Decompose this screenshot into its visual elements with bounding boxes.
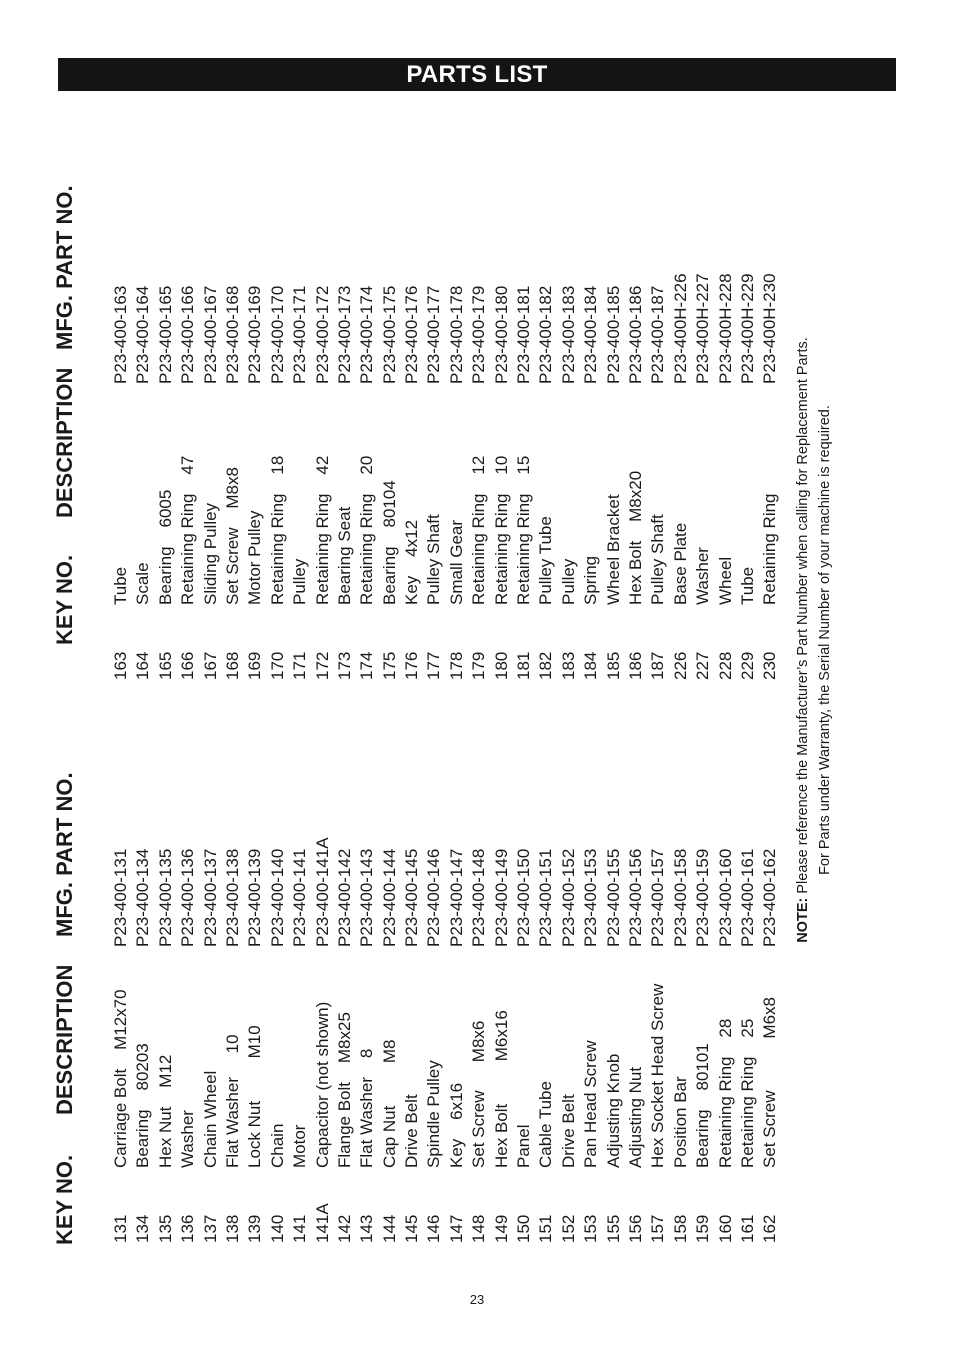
table-row	[379, 704, 401, 1243]
mfg-part-no-cell: P23-400-179	[469, 285, 489, 384]
key-no-cell: 180	[491, 651, 511, 680]
key-no-cell: 184	[581, 651, 601, 680]
mfg-part-no-cell: P23-400-166	[178, 285, 198, 384]
mfg-part-no-cell: P23-400-168	[222, 285, 242, 384]
description-cell: Retaining Ring 20	[357, 455, 377, 605]
mfg-part-no-cell: P23-400-148	[469, 848, 489, 947]
key-no-cell: 159	[693, 1214, 713, 1243]
table-row	[423, 141, 445, 680]
description-cell: Pulley	[558, 558, 578, 605]
description-cell: Pulley	[290, 558, 310, 605]
table-row	[177, 141, 199, 680]
key-no-cell: 175	[379, 651, 399, 680]
mfg-part-no-cell: P23-400-162	[760, 848, 780, 947]
table-row	[513, 141, 535, 680]
table-row	[200, 704, 222, 1243]
description-cell: Drive Belt	[558, 1094, 578, 1168]
description-cell: Key 6x16	[446, 1082, 466, 1168]
key-no-cell: 177	[424, 651, 444, 680]
table-row	[468, 141, 490, 680]
table-row	[715, 141, 737, 680]
mfg-part-no-cell: P23-400-181	[514, 285, 534, 384]
table-row	[580, 704, 602, 1243]
key-no-cell: 170	[267, 651, 287, 680]
description-cell: Bearing 80104	[379, 480, 399, 605]
key-no-cell: 179	[469, 651, 489, 680]
mfg-part-no-cell: P23-400-172	[312, 285, 332, 384]
table-row	[244, 141, 266, 680]
description-cell: Set Screw M6x8	[760, 997, 780, 1168]
key-no-cell: 161	[737, 1214, 757, 1243]
mfg-part-no-cell: P23-400-165	[155, 285, 175, 384]
key-no-cell: 171	[290, 651, 310, 680]
key-no-cell: 138	[222, 1214, 242, 1243]
mfg-part-no-cell: P23-400-140	[267, 848, 287, 947]
description-cell: Cap Nut M8	[379, 1039, 399, 1168]
table-row	[244, 704, 266, 1243]
key-no-cell: 162	[760, 1214, 780, 1243]
description-cell: Retaining Ring	[760, 493, 780, 605]
mfg-part-no-cell: P23-400-145	[402, 848, 422, 947]
mfg-part-no-cell: P23-400-137	[200, 848, 220, 947]
key-no-cell: 146	[424, 1214, 444, 1243]
header-mfg-part-no-right: MFG. PART NO.	[52, 185, 77, 350]
key-no-cell: 182	[536, 651, 556, 680]
table-row	[647, 141, 669, 680]
mfg-part-no-cell: P23-400-160	[715, 848, 735, 947]
note-label: NOTE:	[795, 897, 811, 943]
table-row	[603, 704, 625, 1243]
mfg-part-no-cell: P23-400-149	[491, 848, 511, 947]
table-row	[312, 141, 334, 680]
mfg-part-no-cell: P23-400-151	[536, 848, 556, 947]
mfg-part-no-cell: P23-400-164	[133, 285, 153, 384]
key-no-cell: 155	[603, 1214, 623, 1243]
table-row	[401, 141, 423, 680]
key-no-cell: 131	[111, 1214, 130, 1243]
description-cell: Retaining Ring 15	[514, 455, 534, 605]
mfg-part-no-cell: P23-400-157	[648, 848, 668, 947]
table-row	[446, 141, 468, 680]
table-row	[379, 141, 401, 680]
table-row	[670, 704, 692, 1243]
key-no-cell: 176	[402, 651, 422, 680]
key-no-cell: 149	[491, 1214, 511, 1243]
description-cell: Retaining Ring 47	[178, 455, 198, 605]
key-no-cell: 145	[402, 1214, 422, 1243]
mfg-part-no-cell: P23-400-170	[267, 285, 287, 384]
key-no-cell: 164	[133, 651, 153, 680]
description-cell: Washer	[693, 547, 713, 605]
description-cell: Drive Belt	[402, 1094, 422, 1168]
description-cell: Chain	[267, 1123, 287, 1168]
description-cell: Hex Bolt M8x20	[625, 470, 645, 605]
mfg-part-no-cell: P23-400-147	[446, 848, 466, 947]
description-cell: Flat Washer 8	[357, 1048, 377, 1168]
key-no-cell: 165	[155, 651, 175, 680]
table-row	[356, 141, 378, 680]
description-cell: Spindle Pulley	[424, 1060, 444, 1168]
table-row	[267, 141, 289, 680]
mfg-part-no-cell: P23-400-143	[357, 848, 377, 947]
key-no-cell: 169	[245, 651, 265, 680]
key-no-cell: 172	[312, 651, 332, 680]
header-mfg-part-no-left: MFG. PART NO.	[52, 772, 77, 937]
header-description-left: DESCRIPTION	[52, 964, 77, 1115]
header-description-right: DESCRIPTION	[52, 367, 77, 518]
mfg-part-no-cell: P23-400-150	[514, 848, 534, 947]
description-cell: Panel	[514, 1124, 534, 1168]
table-row	[535, 141, 557, 680]
table-row	[491, 704, 513, 1243]
mfg-part-no-cell: P23-400-187	[648, 285, 668, 384]
table-row	[558, 141, 580, 680]
key-no-cell: 157	[648, 1214, 668, 1243]
mfg-part-no-cell: P23-400-161	[737, 848, 757, 947]
description-cell: Base Plate	[670, 522, 690, 605]
table-row	[580, 141, 602, 680]
parts-column-left	[110, 704, 782, 1243]
key-no-cell: 186	[625, 651, 645, 680]
mfg-part-no-cell: P23-400-175	[379, 285, 399, 384]
description-cell: Bearing 80203	[133, 1043, 153, 1168]
mfg-part-no-cell: P23-400H-230	[760, 273, 780, 384]
table-row	[267, 704, 289, 1243]
description-cell: Scale	[133, 562, 153, 605]
mfg-part-no-cell: P23-400-180	[491, 285, 511, 384]
mfg-part-no-cell: P23-400-141	[290, 848, 310, 947]
key-no-cell: 144	[379, 1214, 399, 1243]
mfg-part-no-cell: P23-400-153	[581, 848, 601, 947]
mfg-part-no-cell: P23-400-131	[111, 848, 130, 947]
mfg-part-no-cell: P23-400-167	[200, 285, 220, 384]
description-cell: Hex Bolt M6x16	[491, 1010, 511, 1168]
mfg-part-no-cell: P23-400H-228	[715, 273, 735, 384]
table-row	[423, 704, 445, 1243]
key-no-cell: 147	[446, 1214, 466, 1243]
description-cell: Motor	[290, 1124, 310, 1168]
mfg-part-no-cell: P23-400-176	[402, 285, 422, 384]
table-row	[468, 704, 490, 1243]
description-cell: Hex Nut M12	[155, 1054, 175, 1168]
description-cell: Adjusting Knob	[603, 1053, 623, 1168]
key-no-cell: 152	[558, 1214, 578, 1243]
table-row	[603, 141, 625, 680]
table-row	[513, 704, 535, 1243]
table-row	[334, 704, 356, 1243]
note-line-1: Please reference the Manufacturer’s Part Number when calling for Replacement Parts.	[795, 337, 811, 898]
mfg-part-no-cell: P23-400-184	[581, 285, 601, 384]
key-no-cell: 173	[334, 651, 354, 680]
mfg-part-no-cell: P23-400-177	[424, 285, 444, 384]
description-cell: Tube	[737, 566, 757, 605]
page-number: 23	[469, 1292, 485, 1307]
description-cell: Retaining Ring 12	[469, 455, 489, 605]
description-cell: Chain Wheel	[200, 1070, 220, 1168]
description-cell: Set Screw M8x8	[222, 467, 242, 605]
description-cell: Key 4x12	[402, 519, 422, 605]
mfg-part-no-cell: P23-400-182	[536, 285, 556, 384]
table-row	[132, 704, 154, 1243]
table-row	[222, 704, 244, 1243]
description-cell: Carriage Bolt M12x70	[111, 989, 130, 1168]
table-row	[334, 141, 356, 680]
parts-list-title: PARTS LIST	[58, 58, 896, 91]
key-no-cell: 158	[670, 1214, 690, 1243]
mfg-part-no-cell: P23-400-141A	[312, 837, 332, 947]
description-cell: Small Gear	[446, 519, 466, 605]
replacement-parts-note	[792, 135, 836, 1145]
mfg-part-no-cell: P23-400-144	[379, 848, 399, 947]
mfg-part-no-cell: P23-400-163	[111, 285, 130, 384]
parts-column-right	[110, 141, 782, 680]
mfg-part-no-cell: P23-400-174	[357, 285, 377, 384]
mfg-part-no-cell: P23-400H-226	[670, 273, 690, 384]
description-cell: Position Bar	[670, 1076, 690, 1168]
key-no-cell: 141A	[312, 1203, 332, 1243]
table-row	[312, 704, 334, 1243]
key-no-cell: 134	[133, 1214, 153, 1243]
mfg-part-no-cell: P23-400-171	[290, 285, 310, 384]
mfg-part-no-cell: P23-400H-227	[693, 273, 713, 384]
table-row	[110, 141, 132, 680]
mfg-part-no-cell: P23-400-152	[558, 848, 578, 947]
table-row	[759, 704, 781, 1243]
table-row	[692, 141, 714, 680]
parts-table	[52, 135, 904, 1245]
key-no-cell: 167	[200, 651, 220, 680]
table-row	[759, 141, 781, 680]
table-row	[692, 704, 714, 1243]
table-row	[401, 704, 423, 1243]
description-cell: Retaining Ring 18	[267, 455, 287, 605]
mfg-part-no-cell: P23-400-139	[245, 848, 265, 947]
table-row	[289, 704, 311, 1243]
mfg-part-no-cell: P23-400-146	[424, 848, 444, 947]
key-no-cell: 181	[514, 651, 534, 680]
description-cell: Motor Pulley	[245, 510, 265, 605]
description-cell: Adjusting Nut	[625, 1066, 645, 1168]
table-row	[647, 704, 669, 1243]
mfg-part-no-cell: P23-400-138	[222, 848, 242, 947]
description-cell: Cable Tube	[536, 1081, 556, 1168]
table-row	[737, 141, 759, 680]
key-no-cell: 135	[155, 1214, 175, 1243]
key-no-cell: 228	[715, 651, 735, 680]
note-line-2: For Parts under Warranty, the Serial Number of your machine is required.	[817, 405, 833, 875]
description-cell: Hex Socket Head Screw	[648, 983, 668, 1168]
description-cell: Tube	[111, 566, 130, 605]
description-cell: Pulley Tube	[536, 516, 556, 605]
description-cell: Bearing 6005	[155, 489, 175, 605]
mfg-part-no-cell: P23-400-142	[334, 848, 354, 947]
description-cell: Wheel	[715, 556, 735, 605]
key-no-cell: 139	[245, 1214, 265, 1243]
description-cell: Wheel Bracket	[603, 494, 623, 605]
table-row	[535, 704, 557, 1243]
description-cell: Retaining Ring 42	[312, 455, 332, 605]
key-no-cell: 226	[670, 651, 690, 680]
key-no-cell: 166	[178, 651, 198, 680]
key-no-cell: 187	[648, 651, 668, 680]
mfg-part-no-cell: P23-400-186	[625, 285, 645, 384]
table-row	[715, 704, 737, 1243]
key-no-cell: 174	[357, 651, 377, 680]
table-row	[132, 141, 154, 680]
mfg-part-no-cell: P23-400-178	[446, 285, 466, 384]
table-row	[155, 141, 177, 680]
key-no-cell: 163	[111, 651, 130, 680]
key-no-cell: 168	[222, 651, 242, 680]
description-cell: Lock Nut M10	[245, 1025, 265, 1168]
description-cell: Capacitor (not shown)	[312, 1001, 332, 1168]
key-no-cell: 143	[357, 1214, 377, 1243]
key-no-cell: 148	[469, 1214, 489, 1243]
key-no-cell: 156	[625, 1214, 645, 1243]
key-no-cell: 229	[737, 651, 757, 680]
description-cell: Set Screw M8x6	[469, 1020, 489, 1168]
table-row	[625, 141, 647, 680]
table-row	[289, 141, 311, 680]
mfg-part-no-cell: P23-400-173	[334, 285, 354, 384]
table-row	[491, 141, 513, 680]
table-row	[625, 704, 647, 1243]
mfg-part-no-cell: P23-400-185	[603, 285, 623, 384]
table-row	[177, 704, 199, 1243]
table-row	[446, 704, 468, 1243]
description-cell: Washer	[178, 1110, 198, 1168]
table-row	[356, 704, 378, 1243]
key-no-cell: 137	[200, 1214, 220, 1243]
table-row	[222, 141, 244, 680]
key-no-cell: 142	[334, 1214, 354, 1243]
mfg-part-no-cell: P23-400-159	[693, 848, 713, 947]
description-cell: Sliding Pulley	[200, 502, 220, 605]
description-cell: Retaining Ring 25	[737, 1018, 757, 1168]
mfg-part-no-cell: P23-400H-229	[737, 273, 757, 384]
mfg-part-no-cell: P23-400-155	[603, 848, 623, 947]
table-row	[558, 704, 580, 1243]
description-cell: Flat Washer 10	[222, 1034, 242, 1168]
mfg-part-no-cell: P23-400-156	[625, 848, 645, 947]
key-no-cell: 136	[178, 1214, 198, 1243]
key-no-cell: 153	[581, 1214, 601, 1243]
key-no-cell: 140	[267, 1214, 287, 1243]
key-no-cell: 141	[290, 1214, 310, 1243]
description-cell: Spring	[581, 555, 601, 605]
header-key-no-right: KEY NO.	[52, 554, 77, 645]
mfg-part-no-cell: P23-400-158	[670, 848, 690, 947]
description-cell: Bearing 80101	[693, 1043, 713, 1168]
mfg-part-no-cell: P23-400-183	[558, 285, 578, 384]
table-row	[670, 141, 692, 680]
key-no-cell: 185	[603, 651, 623, 680]
key-no-cell: 178	[446, 651, 466, 680]
key-no-cell: 150	[514, 1214, 534, 1243]
header-key-no-left: KEY NO.	[52, 1154, 77, 1245]
mfg-part-no-cell: P23-400-134	[133, 848, 153, 947]
table-row	[155, 704, 177, 1243]
description-cell: Pulley Shaft	[648, 514, 668, 605]
table-row	[110, 704, 132, 1243]
mfg-part-no-cell: P23-400-135	[155, 848, 175, 947]
table-row	[200, 141, 222, 680]
description-cell: Bearing Seat	[334, 506, 354, 605]
mfg-part-no-cell: P23-400-136	[178, 848, 198, 947]
description-cell: Flange Bolt M8x25	[334, 1012, 354, 1168]
key-no-cell: 227	[693, 651, 713, 680]
mfg-part-no-cell: P23-400-169	[245, 285, 265, 384]
key-no-cell: 230	[760, 651, 780, 680]
table-row	[737, 704, 759, 1243]
description-cell: Pan Head Screw	[581, 1040, 601, 1168]
description-cell: Retaining Ring 28	[715, 1018, 735, 1168]
description-cell: Retaining Ring 10	[491, 455, 511, 605]
key-no-cell: 151	[536, 1214, 556, 1243]
description-cell: Pulley Shaft	[424, 514, 444, 605]
key-no-cell: 183	[558, 651, 578, 680]
key-no-cell: 160	[715, 1214, 735, 1243]
